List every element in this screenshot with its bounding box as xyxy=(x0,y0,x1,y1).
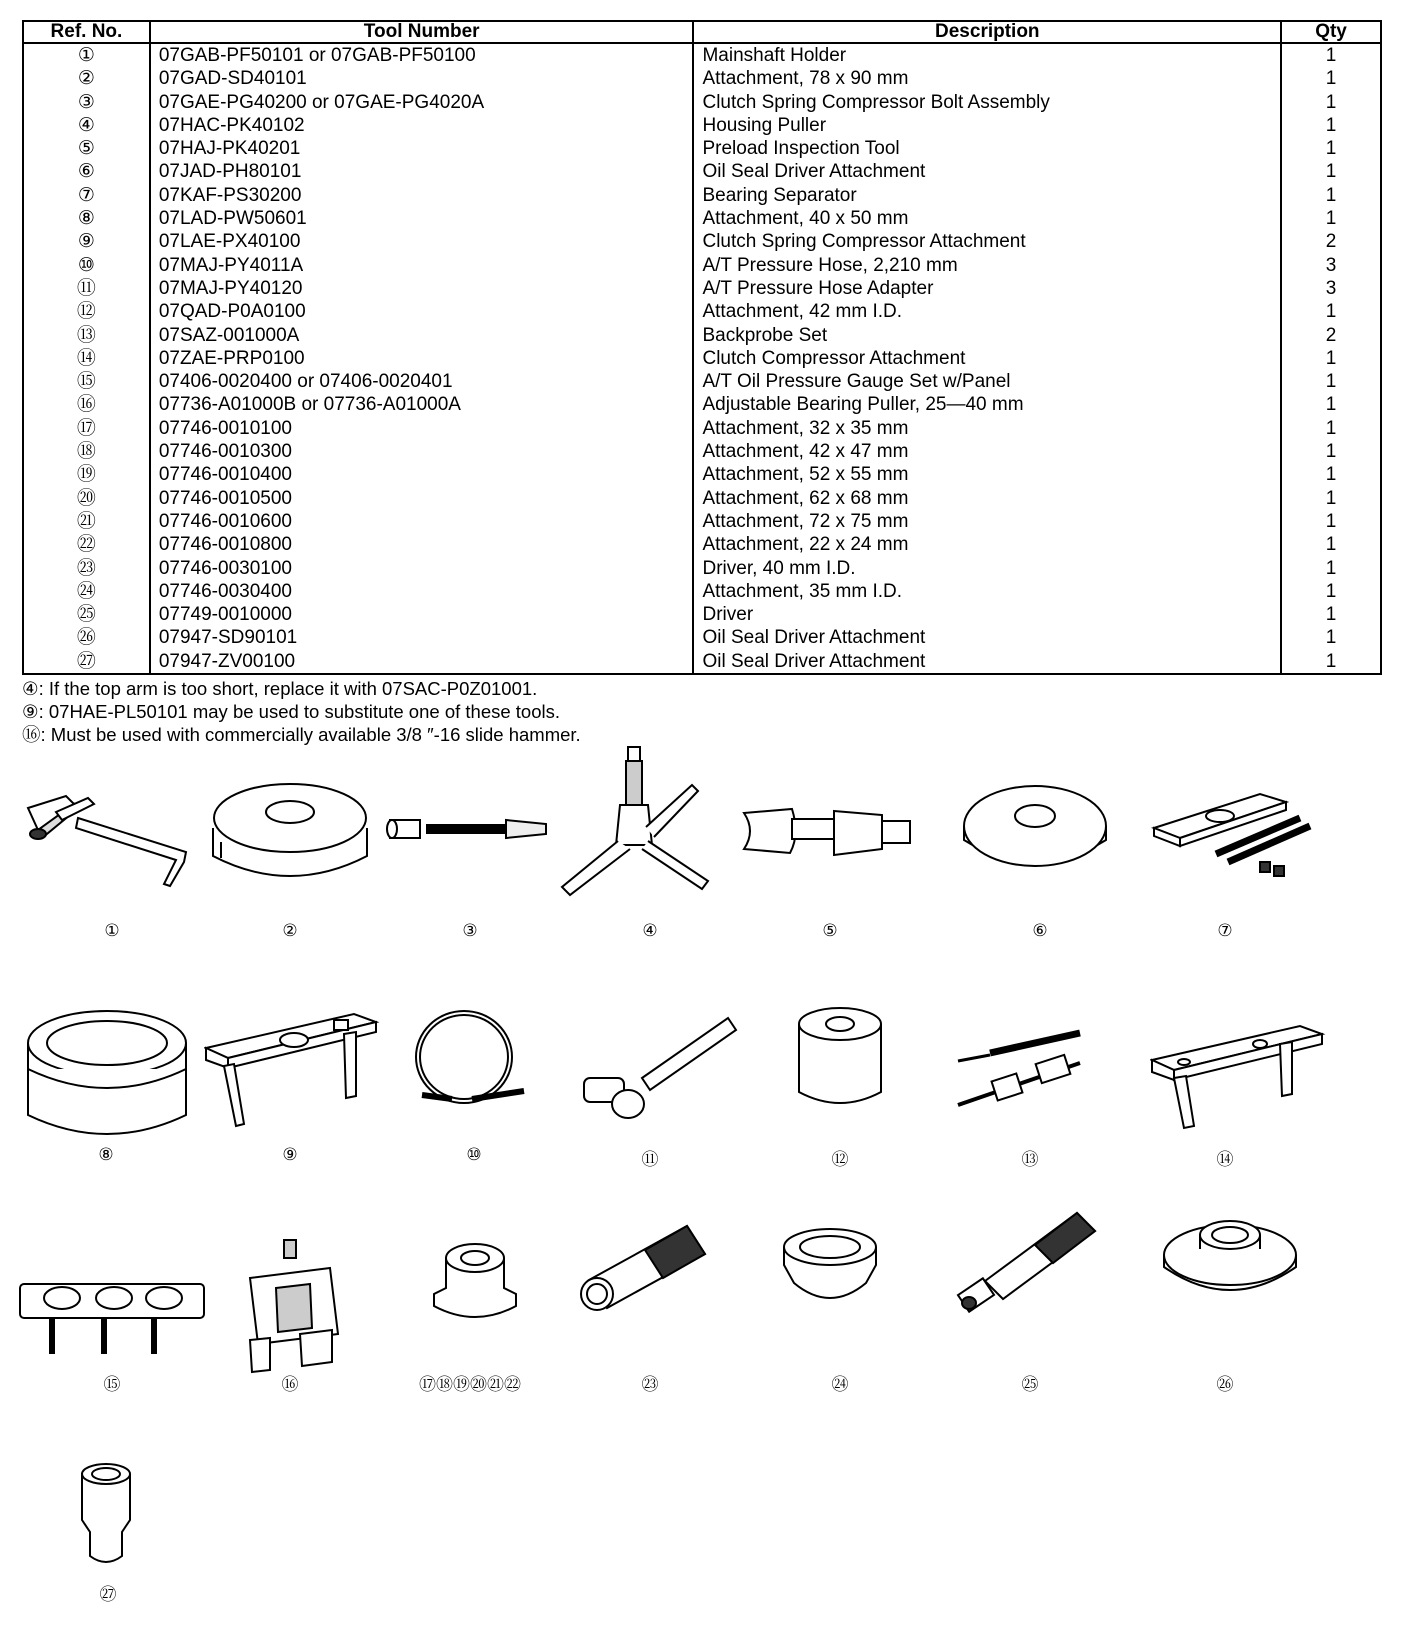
at-pressure-hose-illustration xyxy=(412,1003,542,1133)
ref-no-cell: ④ xyxy=(23,114,150,137)
footnote: ⑨: 07HAE-PL50101 may be used to substitute one of these tools. xyxy=(22,701,560,722)
driver-40mm-illustration xyxy=(575,1218,715,1318)
ref-no-cell: ⑨ xyxy=(23,230,150,253)
tool-number-cell: 07746-0010600 xyxy=(150,510,694,533)
description-cell: Attachment, 62 x 68 mm xyxy=(693,487,1281,510)
description-cell: Backprobe Set xyxy=(693,324,1281,347)
description-header: Description xyxy=(693,21,1281,43)
qty-cell: 1 xyxy=(1281,440,1381,463)
description-cell: Clutch Compressor Attachment xyxy=(693,347,1281,370)
table-row xyxy=(23,67,1381,90)
ref-no-cell: ⑬ xyxy=(23,324,150,347)
tool-number-cell: 07947-ZV00100 xyxy=(150,650,694,674)
tool-number-cell: 07736-A01000B or 07736-A01000A xyxy=(150,393,694,416)
description-cell: Driver xyxy=(693,603,1281,626)
qty-cell: 1 xyxy=(1281,347,1381,370)
ref-no-cell: ㉖ xyxy=(23,626,150,649)
tool-number-cell: 07LAD-PW50601 xyxy=(150,207,694,230)
table-row xyxy=(23,43,1381,67)
table-row xyxy=(23,324,1381,347)
table-row xyxy=(23,160,1381,183)
oil-pressure-gauge-set-illustration xyxy=(18,1278,208,1368)
description-cell: Preload Inspection Tool xyxy=(693,137,1281,160)
tool-number-cell: 07746-0010100 xyxy=(150,417,694,440)
ref-no-header: Ref. No. xyxy=(23,21,150,43)
table-header-row xyxy=(23,21,1381,43)
tool-number-cell: 07JAD-PH80101 xyxy=(150,160,694,183)
qty-cell: 1 xyxy=(1281,300,1381,323)
qty-cell: 1 xyxy=(1281,417,1381,440)
description-cell: Housing Puller xyxy=(693,114,1281,137)
qty-cell: 1 xyxy=(1281,533,1381,556)
description-cell: Driver, 40 mm I.D. xyxy=(693,557,1281,580)
table-row xyxy=(23,603,1381,626)
table-body xyxy=(23,43,1381,674)
description-cell: A/T Oil Pressure Gauge Set w/Panel xyxy=(693,370,1281,393)
ref-no-cell: ㉔ xyxy=(23,580,150,603)
clutch-spring-bolt-illustration xyxy=(386,804,566,854)
description-cell: Attachment, 42 x 47 mm xyxy=(693,440,1281,463)
qty-cell: 1 xyxy=(1281,650,1381,674)
tool-number-cell: 07746-0030400 xyxy=(150,580,694,603)
description-cell: A/T Pressure Hose Adapter xyxy=(693,277,1281,300)
figure-label-7: ⑦ xyxy=(1217,921,1233,941)
description-cell: Adjustable Bearing Puller, 25—40 mm xyxy=(693,393,1281,416)
table-row xyxy=(23,487,1381,510)
table-row xyxy=(23,650,1381,674)
ref-no-cell: ⑧ xyxy=(23,207,150,230)
tool-number-cell: 07LAE-PX40100 xyxy=(150,230,694,253)
tool-number-cell: 07GAB-PF50101 or 07GAB-PF50100 xyxy=(150,43,694,67)
figure-label-2: ② xyxy=(282,921,298,941)
table-row xyxy=(23,580,1381,603)
tool-number-cell: 07KAF-PS30200 xyxy=(150,184,694,207)
figure-label-4: ④ xyxy=(642,921,658,941)
ref-no-cell: ⑰ xyxy=(23,417,150,440)
table-row xyxy=(23,184,1381,207)
ref-no-cell: ⑪ xyxy=(23,277,150,300)
qty-cell: 3 xyxy=(1281,277,1381,300)
tool-number-cell: 07746-0010500 xyxy=(150,487,694,510)
special-tools-table xyxy=(22,20,1382,675)
qty-cell: 1 xyxy=(1281,603,1381,626)
bearing-separator-illustration xyxy=(1150,788,1330,898)
qty-cell: 1 xyxy=(1281,580,1381,603)
description-cell: Oil Seal Driver Attachment xyxy=(693,160,1281,183)
ref-no-cell: ⑱ xyxy=(23,440,150,463)
ref-no-cell: ㉒ xyxy=(23,533,150,556)
table-row xyxy=(23,557,1381,580)
qty-cell: 1 xyxy=(1281,91,1381,114)
tool-number-cell: 07ZAE-PRP0100 xyxy=(150,347,694,370)
attachment-40x50-illustration xyxy=(22,1003,192,1143)
attachment-78x90-illustration xyxy=(205,778,375,898)
description-cell: Attachment, 78 x 90 mm xyxy=(693,67,1281,90)
mainshaft-holder-illustration xyxy=(18,790,198,900)
footnote: ⑯: Must be used with commercially available 3/8 ″-16 slide hammer. xyxy=(22,724,581,745)
table-row xyxy=(23,277,1381,300)
oil-seal-driver-attachment-27-illustration xyxy=(76,1460,136,1570)
oil-seal-driver-attachment-illustration xyxy=(960,780,1110,890)
tool-number-cell: 07HAC-PK40102 xyxy=(150,114,694,137)
qty-cell: 1 xyxy=(1281,487,1381,510)
figure-label-27: ㉗ xyxy=(99,1585,117,1605)
description-cell: Bearing Separator xyxy=(693,184,1281,207)
description-cell: Clutch Spring Compressor Bolt Assembly xyxy=(693,91,1281,114)
driver-illustration xyxy=(955,1205,1105,1315)
ref-no-cell: ⑦ xyxy=(23,184,150,207)
figure-label-5: ⑤ xyxy=(822,921,838,941)
tool-number-cell: 07749-0010000 xyxy=(150,603,694,626)
figure-label-25: ㉕ xyxy=(1021,1375,1039,1395)
ref-no-cell: ⑤ xyxy=(23,137,150,160)
table-row xyxy=(23,254,1381,277)
attachment-set-illustration xyxy=(430,1238,520,1328)
ref-no-cell: ㉓ xyxy=(23,557,150,580)
ref-no-cell: ⑲ xyxy=(23,463,150,486)
tool-number-cell: 07GAE-PG40200 or 07GAE-PG4020A xyxy=(150,91,694,114)
figure-label-23: ㉓ xyxy=(641,1375,659,1395)
qty-cell: 1 xyxy=(1281,626,1381,649)
ref-no-cell: ㉑ xyxy=(23,510,150,533)
attachment-35mm-id-illustration xyxy=(780,1225,880,1315)
ref-no-cell: ⑯ xyxy=(23,393,150,416)
table-row xyxy=(23,137,1381,160)
figure-label-14: ⑭ xyxy=(1216,1150,1234,1170)
figure-label-24: ㉔ xyxy=(831,1375,849,1395)
ref-no-cell: ① xyxy=(23,43,150,67)
table-row xyxy=(23,207,1381,230)
backprobe-set-illustration xyxy=(950,1015,1110,1125)
table-row xyxy=(23,417,1381,440)
figure-label-11: ⑪ xyxy=(641,1150,659,1170)
at-pressure-hose-adapter-illustration xyxy=(582,1008,752,1138)
oil-seal-driver-attachment-26-illustration xyxy=(1160,1215,1300,1315)
qty-cell: 2 xyxy=(1281,230,1381,253)
qty-cell: 1 xyxy=(1281,207,1381,230)
qty-cell: 1 xyxy=(1281,43,1381,67)
description-cell: Attachment, 32 x 35 mm xyxy=(693,417,1281,440)
preload-inspection-tool-illustration xyxy=(742,805,922,875)
tool-number-cell: 07MAJ-PY40120 xyxy=(150,277,694,300)
table-row xyxy=(23,91,1381,114)
table-row xyxy=(23,533,1381,556)
table-row xyxy=(23,114,1381,137)
qty-cell: 1 xyxy=(1281,393,1381,416)
qty-cell: 1 xyxy=(1281,67,1381,90)
tool-number-cell: 07746-0010800 xyxy=(150,533,694,556)
qty-cell: 1 xyxy=(1281,463,1381,486)
tool-number-cell: 07QAD-P0A0100 xyxy=(150,300,694,323)
figure-label-12: ⑫ xyxy=(831,1150,849,1170)
tool-number-cell: 07406-0020400 or 07406-0020401 xyxy=(150,370,694,393)
figure-label-1: ① xyxy=(104,921,120,941)
ref-no-cell: ② xyxy=(23,67,150,90)
housing-puller-illustration xyxy=(560,745,720,905)
qty-cell: 1 xyxy=(1281,184,1381,207)
description-cell: Attachment, 72 x 75 mm xyxy=(693,510,1281,533)
figure-label-13: ⑬ xyxy=(1021,1150,1039,1170)
clutch-spring-compressor-attachment-illustration xyxy=(204,1008,384,1138)
description-cell: Attachment, 35 mm I.D. xyxy=(693,580,1281,603)
qty-header: Qty xyxy=(1281,21,1381,43)
qty-cell: 3 xyxy=(1281,254,1381,277)
table-row xyxy=(23,463,1381,486)
figure-label-10: ⑩ xyxy=(466,1145,482,1165)
description-cell: Clutch Spring Compressor Attachment xyxy=(693,230,1281,253)
tool-number-cell: 07HAJ-PK40201 xyxy=(150,137,694,160)
qty-cell: 1 xyxy=(1281,114,1381,137)
qty-cell: 1 xyxy=(1281,160,1381,183)
ref-no-cell: ㉕ xyxy=(23,603,150,626)
adjustable-bearing-puller-illustration xyxy=(240,1238,350,1378)
ref-no-cell: ⑩ xyxy=(23,254,150,277)
description-cell: Attachment, 42 mm I.D. xyxy=(693,300,1281,323)
ref-no-cell: ㉗ xyxy=(23,650,150,674)
ref-no-cell: ⑭ xyxy=(23,347,150,370)
description-cell: Attachment, 22 x 24 mm xyxy=(693,533,1281,556)
figure-label-6: ⑥ xyxy=(1032,921,1048,941)
footnote: ④: If the top arm is too short, replace it with 07SAC-P0Z01001. xyxy=(22,678,538,699)
clutch-compressor-attachment-illustration xyxy=(1150,1020,1330,1140)
figure-label-3: ③ xyxy=(462,921,478,941)
figure-label-26: ㉖ xyxy=(1216,1375,1234,1395)
table-row xyxy=(23,626,1381,649)
description-cell: Mainshaft Holder xyxy=(693,43,1281,67)
description-cell: Oil Seal Driver Attachment xyxy=(693,650,1281,674)
footnotes xyxy=(22,677,581,746)
ref-no-cell: ⑫ xyxy=(23,300,150,323)
figure-label-16: ⑯ xyxy=(281,1375,299,1395)
description-cell: Attachment, 40 x 50 mm xyxy=(693,207,1281,230)
figure-label-17-22: ⑰⑱⑲⑳㉑㉒ xyxy=(419,1375,521,1395)
figure-label-9: ⑨ xyxy=(282,1145,298,1165)
tool-number-cell: 07746-0030100 xyxy=(150,557,694,580)
ref-no-cell: ⑮ xyxy=(23,370,150,393)
table-row xyxy=(23,393,1381,416)
description-cell: Attachment, 52 x 55 mm xyxy=(693,463,1281,486)
tool-number-cell: 07947-SD90101 xyxy=(150,626,694,649)
table-row xyxy=(23,300,1381,323)
qty-cell: 1 xyxy=(1281,370,1381,393)
table-row xyxy=(23,370,1381,393)
tool-number-cell: 07746-0010400 xyxy=(150,463,694,486)
qty-cell: 2 xyxy=(1281,324,1381,347)
tool-number-cell: 07SAZ-001000A xyxy=(150,324,694,347)
table-row xyxy=(23,440,1381,463)
tool-number-cell: 07746-0010300 xyxy=(150,440,694,463)
tool-number-cell: 07MAJ-PY4011A xyxy=(150,254,694,277)
tool-number-cell: 07GAD-SD40101 xyxy=(150,67,694,90)
ref-no-cell: ⑥ xyxy=(23,160,150,183)
description-cell: Oil Seal Driver Attachment xyxy=(693,626,1281,649)
figure-label-15: ⑮ xyxy=(103,1375,121,1395)
figure-label-8: ⑧ xyxy=(98,1145,114,1165)
table-row xyxy=(23,230,1381,253)
qty-cell: 1 xyxy=(1281,137,1381,160)
attachment-42mm-id-illustration xyxy=(795,1004,885,1114)
qty-cell: 1 xyxy=(1281,510,1381,533)
description-cell: A/T Pressure Hose, 2,210 mm xyxy=(693,254,1281,277)
table-row xyxy=(23,510,1381,533)
ref-no-cell: ③ xyxy=(23,91,150,114)
tool-number-header: Tool Number xyxy=(150,21,694,43)
ref-no-cell: ⑳ xyxy=(23,487,150,510)
qty-cell: 1 xyxy=(1281,557,1381,580)
table-row xyxy=(23,347,1381,370)
